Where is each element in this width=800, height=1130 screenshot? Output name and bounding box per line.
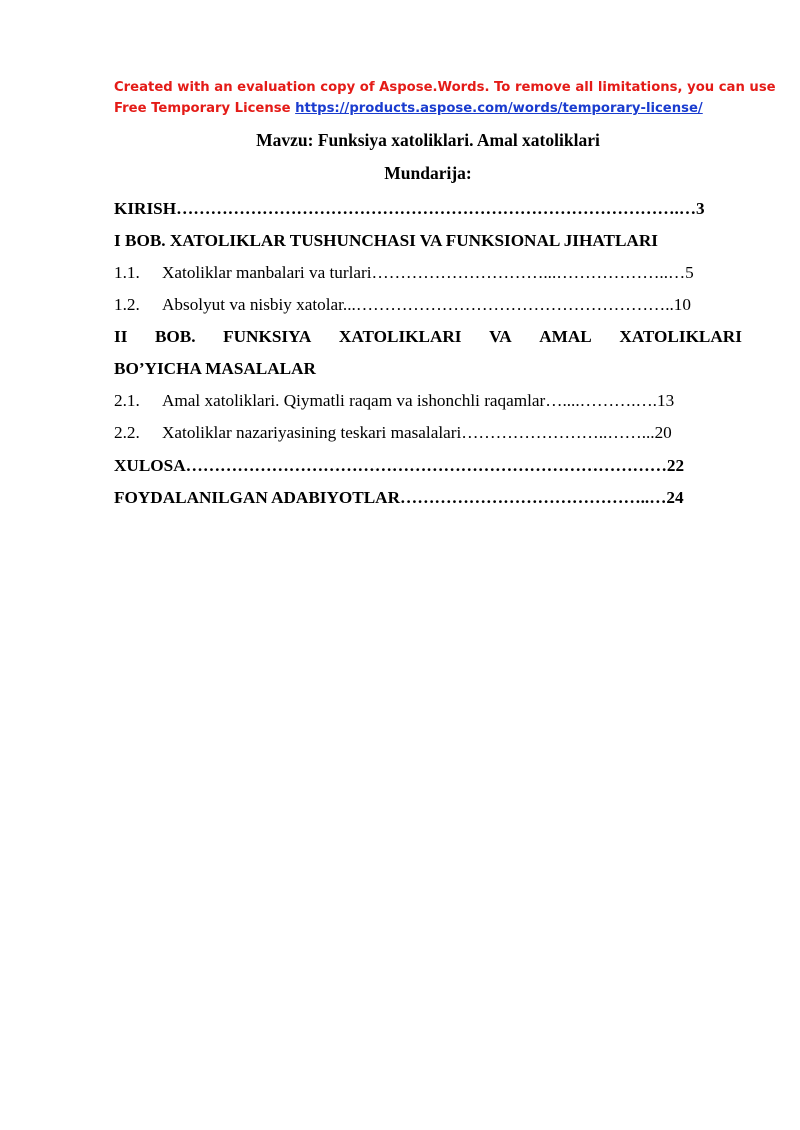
toc-section-2-1: [114, 390, 742, 412]
toc-chapter-2: [114, 326, 742, 348]
toc-intro: KIRISH…………………………………………………………………………….…3: [114, 199, 705, 218]
document-title: Mavzu: Funksiya xatoliklari. Amal xatoliklari: [256, 130, 600, 150]
toc-section-number: 2.2.: [114, 423, 140, 442]
evaluation-notice-line2: [114, 98, 754, 119]
toc-chapter-2-word: FUNKSIYA: [223, 327, 312, 346]
toc-section-1-2: [114, 294, 742, 316]
toc-chapter-1: I BOB. XATOLIKLAR TUSHUNCHASI VA FUNKSIONAL JIHATLARI: [114, 231, 658, 250]
toc-references: FOYDALANILGAN ADABIYOTLAR……………………………………..…24: [114, 488, 684, 507]
toc-section-text: Xatoliklar nazariyasining teskari masalalari……………………..……...20: [162, 423, 672, 442]
toc-section-number: 1.2.: [114, 295, 140, 314]
toc-chapter-2-word: BOB.: [154, 327, 196, 346]
toc-chapter-2-word: XATOLIKLARI: [338, 327, 462, 346]
toc-section-1-1: [114, 262, 742, 284]
toc-conclusion: XULOSA…………………………………………………………………………22: [114, 456, 685, 475]
toc-section-text: Absolyut va nisbiy xatolar...………………………………………………..10: [162, 295, 691, 314]
toc-section-number: 1.1.: [114, 263, 140, 282]
evaluation-notice: [114, 77, 776, 119]
toc-chapter-2-word: II: [114, 327, 128, 346]
toc-chapter-2-word: AMAL: [539, 327, 592, 346]
toc-section-text: Amal xatoliklari. Qiymatli raqam va ishonchli raqamlar…....……….….13: [162, 391, 675, 410]
toc-chapter-2-word: VA: [489, 327, 512, 346]
toc-section-text: Xatoliklar manbalari va turlari…………………………...………………..…5: [162, 263, 694, 282]
temporary-license-link[interactable]: https://products.aspose.com/words/temporary-license/: [295, 101, 703, 116]
evaluation-notice-prefix: Free Temporary License: [114, 101, 296, 116]
evaluation-notice-line1: Created with an evaluation copy of Aspose.Words. To remove all limitations, you can use: [114, 80, 776, 95]
toc-chapter-2-word: XATOLIKLARI: [619, 327, 742, 346]
toc-section-number: 2.1.: [114, 391, 140, 410]
toc-section-2-2: [114, 422, 742, 444]
toc-chapter-2-continued: BO’YICHA MASALALAR: [114, 359, 316, 378]
contents-heading: Mundarija:: [384, 163, 472, 183]
